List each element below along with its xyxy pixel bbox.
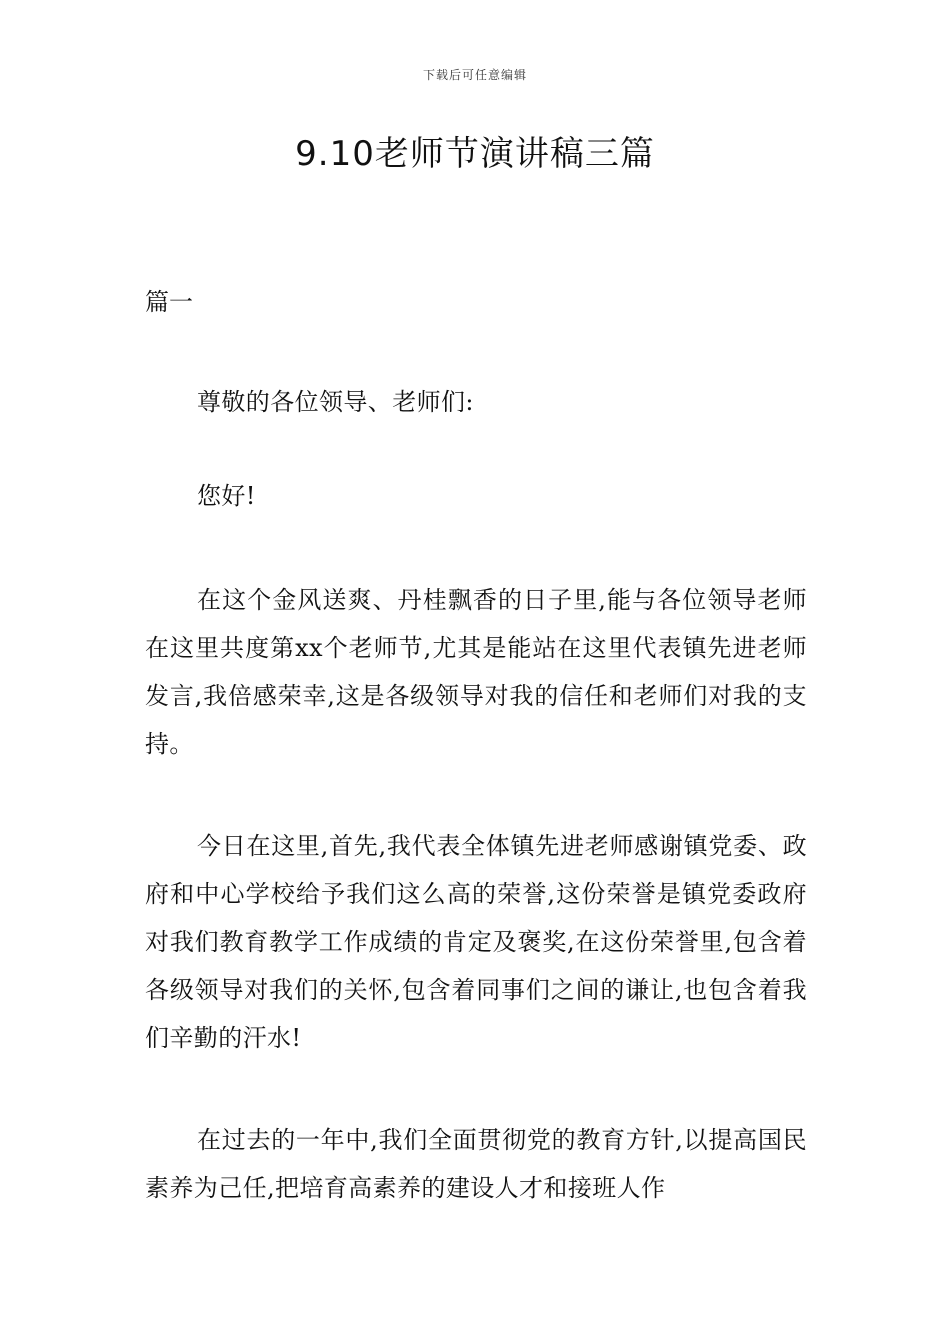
paragraph-body-1: 在这个金风送爽、丹桂飘香的日子里,能与各位领导老师在这里共度第xx个老师节,尤其是能站在这里代表镇先进老师发言,我倍感荣幸,这是各级领导对我的信任和老师们对我的支持。	[145, 586, 807, 758]
paragraph-salutation: 尊敬的各位领导、老师们:	[197, 388, 474, 416]
section-label: 篇一	[145, 288, 193, 316]
header-note: 下载后可任意编辑	[422, 68, 527, 82]
paragraph-greeting: 您好!	[197, 482, 256, 510]
paragraph-body-2: 今日在这里,首先,我代表全体镇先进老师感谢镇党委、政府和中心学校给予我们这么高的荣誉,这份荣誉是镇党委政府对我们教育教学工作成绩的肯定及褒奖,在这份荣誉里,包含着各级领导对我们的关怀,包含着同事们之间的谦让,也包含着我们辛勤的汗水!	[145, 832, 807, 1052]
document-title: 9.10老师节演讲稿三篇	[295, 134, 655, 174]
paragraph-body-3: 在过去的一年中,我们全面贯彻党的教育方针,以提高国民素养为己任,把培育高素养的建设人才和接班人作	[145, 1126, 807, 1202]
